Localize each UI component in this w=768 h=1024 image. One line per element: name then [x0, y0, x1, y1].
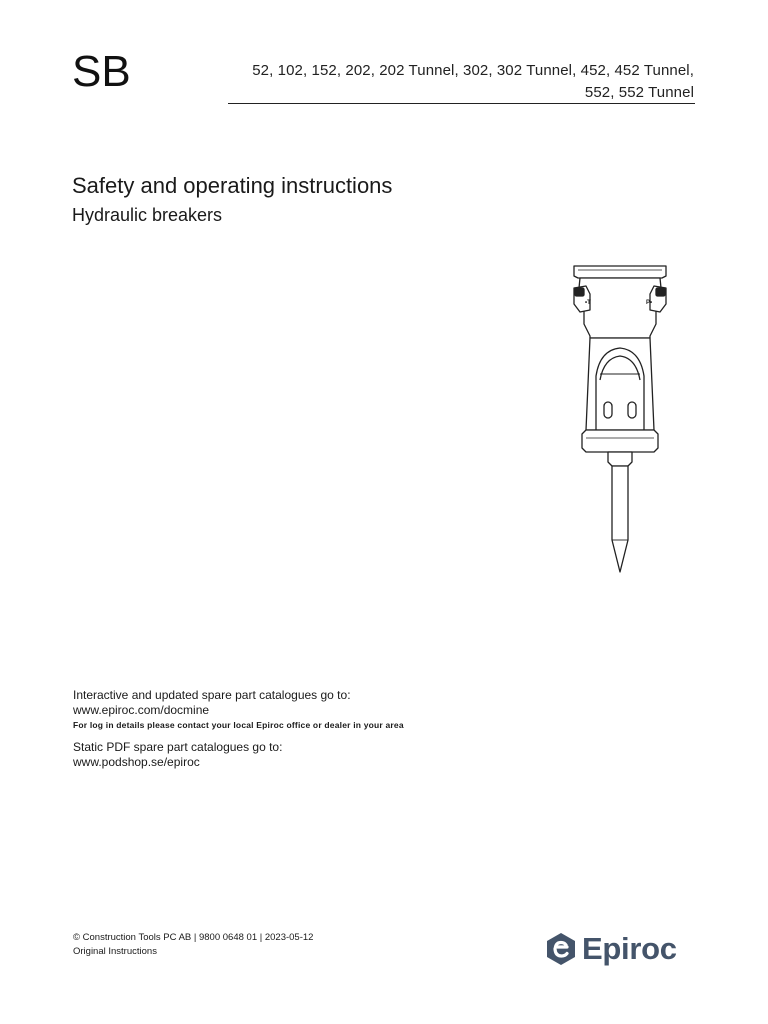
- model-list-line-1: 52, 102, 152, 202, 202 Tunnel, 302, 302 Tunnel, 452, 452 Tunnel,: [252, 62, 694, 79]
- series-code: SB: [72, 47, 131, 96]
- static-catalogue-label: Static PDF spare part catalogues go to:: [73, 740, 283, 754]
- port-label-p: P•: [646, 300, 653, 306]
- brand-name: Epiroc: [582, 931, 677, 966]
- interactive-catalogue-label: Interactive and updated spare part catalogues go to:: [73, 688, 351, 702]
- header-divider: [228, 103, 695, 104]
- spare-parts-info: [73, 688, 553, 770]
- document-subtitle: Hydraulic breakers: [72, 205, 223, 225]
- static-catalogue-link[interactable]: www.podshop.se/epiroc: [73, 755, 200, 769]
- footer: [73, 931, 313, 959]
- original-instructions-label: Original Instructions: [73, 946, 157, 957]
- copyright-line: © Construction Tools PC AB | 9800 0648 01 | 2023-05-12: [73, 932, 314, 943]
- port-label-t: •T: [585, 300, 591, 306]
- epiroc-logo-icon: [546, 932, 576, 966]
- model-list-line-2: 552, 552 Tunnel: [584, 84, 694, 101]
- epiroc-logo: [546, 928, 698, 970]
- document-title: Safety and operating instructions: [72, 173, 393, 198]
- hydraulic-breaker-illustration: [552, 258, 688, 578]
- interactive-catalogue-link[interactable]: www.epiroc.com/docmine: [73, 703, 210, 717]
- model-list: [214, 60, 694, 104]
- login-note: For log in details please contact your local Epiroc office or dealer in your area: [73, 720, 404, 730]
